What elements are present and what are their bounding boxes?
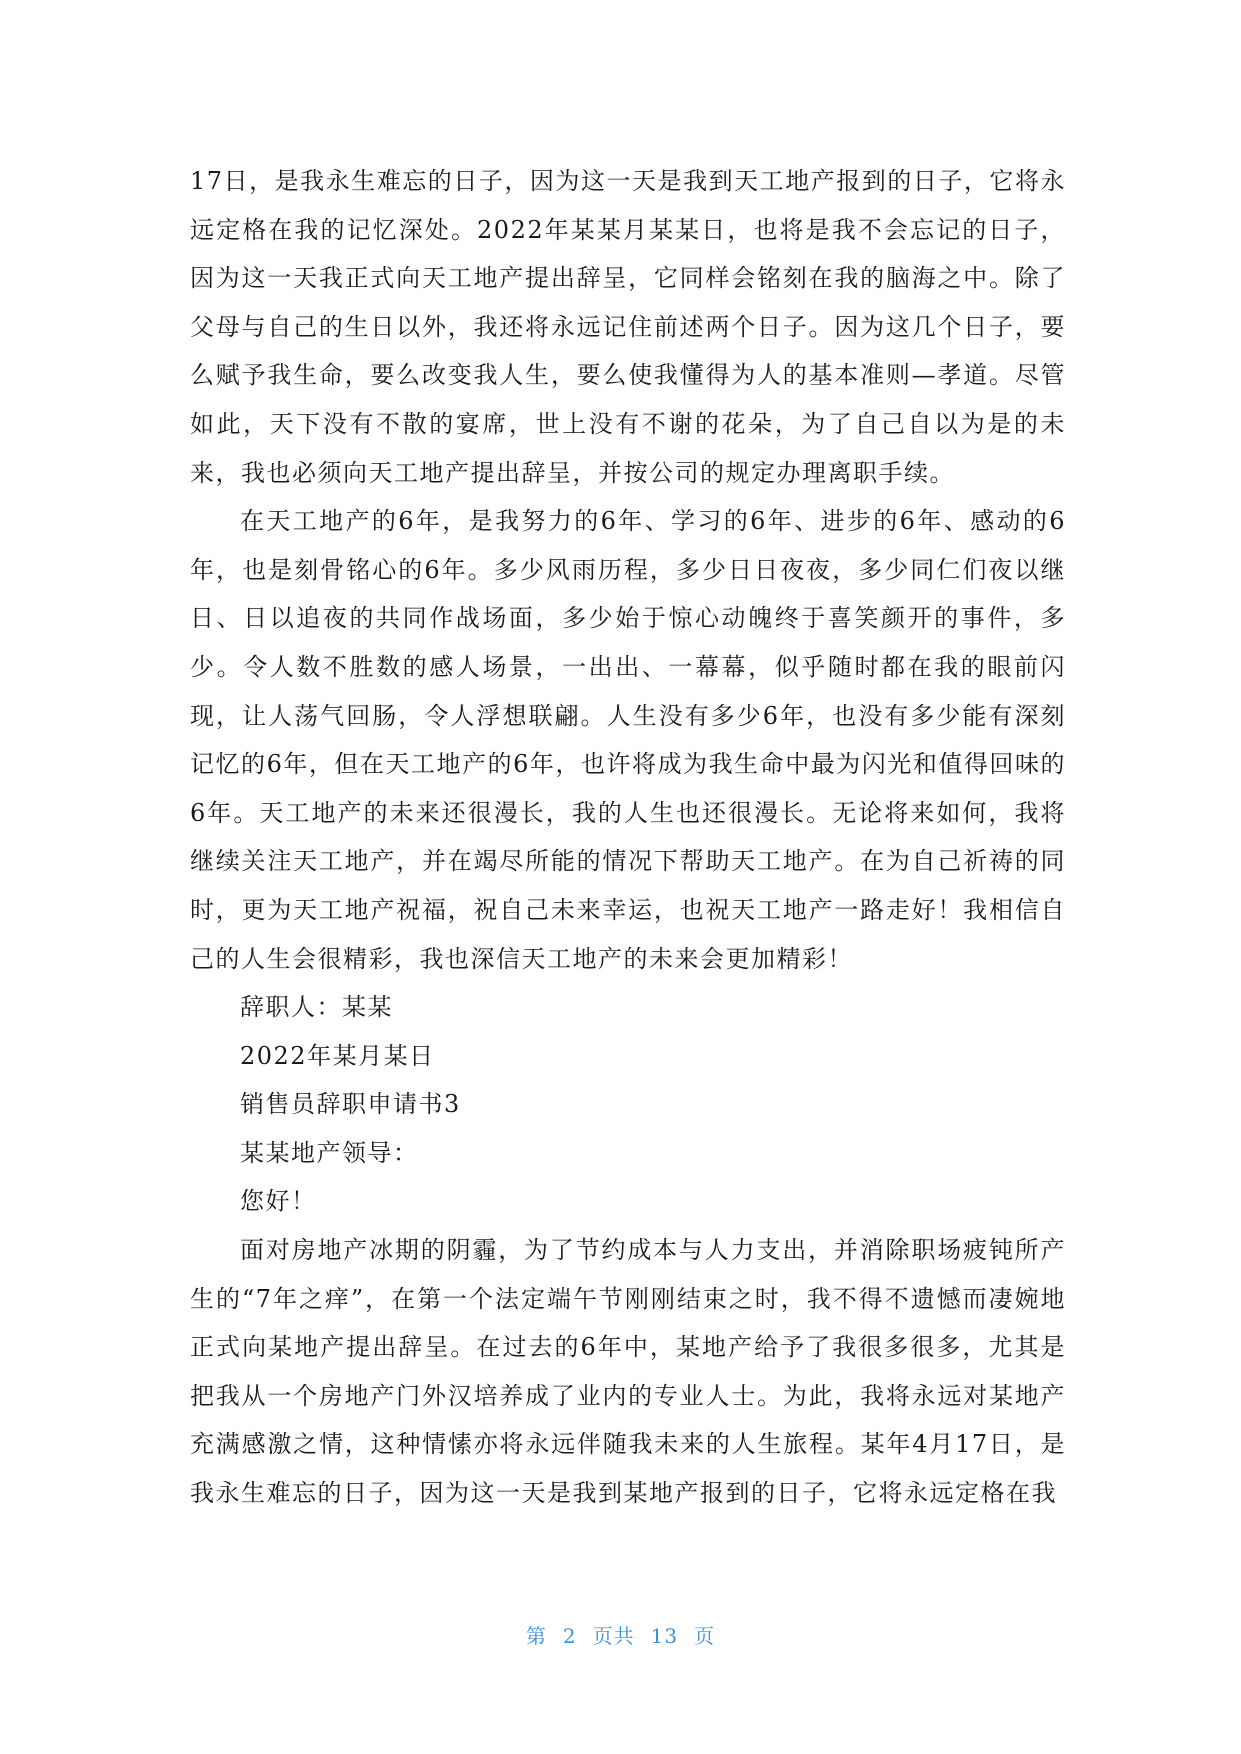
page-footer [0, 1620, 1241, 1649]
section-title: 销售员辞职申请书3 [240, 1090, 461, 1119]
footer-label-of: 页共 [592, 1624, 635, 1648]
footer-current-page: 2 [562, 1624, 577, 1648]
footer-label-end: 页 [694, 1624, 716, 1648]
footer-total-pages: 13 [650, 1624, 679, 1648]
signature-line: 辞职人：某某 [240, 993, 393, 1022]
document-body [190, 157, 1066, 1518]
date-line: 2022年某月某日 [240, 1041, 435, 1070]
footer-label-page: 第 [525, 1624, 547, 1648]
paragraph-six-years: 在天工地产的6年，是我努力的6年、学习的6年、进步的6年、感动的6年，也是刻骨铭心的6年。多少风雨历程，多少日日夜夜，多少同仁们夜以继日、日以追夜的共同作战场面，多少始于惊心动魄终于喜笑颜开的事件，多少。令人数不胜数的感人场景，一出出、一幕幕，似乎随时都在我的眼前闪现，让人荡气回肠，令人浮想联翩。人生没有多少6年，也没有多少能有深刻记忆的6年，但在天工地产的6年，也许将成为我生命中最为闪光和值得回味的6年。天工地产的未来还很漫长，我的人生也还很漫长。无论将来如何，我将继续关注天工地产，并在竭尽所能的情况下帮助天工地产。在为自己祈祷的同时，更为天工地产祝福，祝自己未来幸运，也祝天工地产一路走好！我相信自己的人生会很精彩，我也深信天工地产的未来会更加精彩！ [190, 507, 1066, 973]
paragraph-continuation: 17日，是我永生难忘的日子，因为这一天是我到天工地产报到的日子，它将永远定格在我的记忆深处。2022年某某月某某日，也将是我不会忘记的日子，因为这一天我正式向天工地产提出辞呈，它同样会铭刻在我的脑海之中。除了父母与自己的生日以外，我还将永远记住前述两个日子。因为这几个日子，要么赋予我生命，要么改变我人生，要么使我懂得为人的基本准则—孝道。尽管如此，天下没有不散的宴席，世上没有不谢的花朵，为了自己自以为是的未来，我也必须向天工地产提出辞呈，并按公司的规定办理离职手续。 [190, 167, 1066, 487]
greeting: 您好！ [240, 1187, 317, 1216]
paragraph-resignation: 面对房地产冰期的阴霾，为了节约成本与人力支出，并消除职场疲钝所产生的“7年之痒”，在第一个法定端午节刚刚结束之时，我不得不遗憾而凄婉地正式向某地产提出辞呈。在过去的6年中，某地产给予了我很多很多，尤其是把我从一个房地产门外汉培养成了业内的专业人士。为此，我将永远对某地产充满感激之情，这种情愫亦将永远伴随我未来的人生旅程。某年4月17日，是我永生难忘的日子，因为这一天是我到某地产报到的日子，它将永远定格在我 [190, 1236, 1066, 1508]
salutation: 某某地产领导： [240, 1138, 419, 1167]
